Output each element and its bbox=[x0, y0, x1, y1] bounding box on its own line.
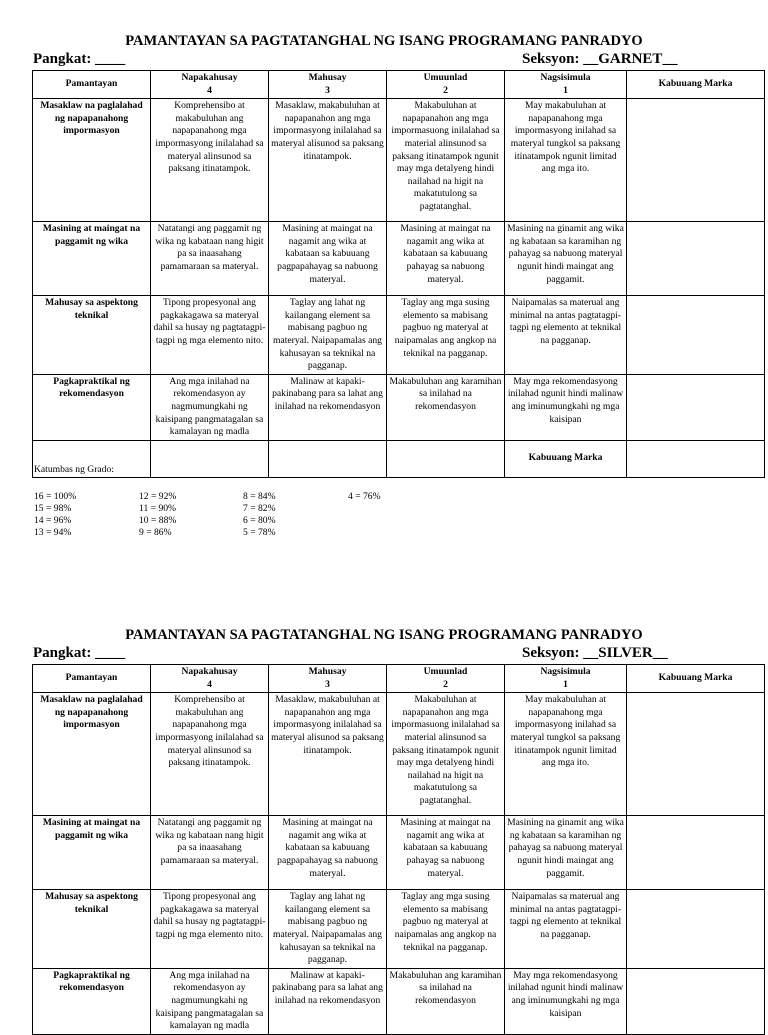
score-cell[interactable] bbox=[627, 296, 765, 375]
level-4-cell: Ang mga inilahad na rekomendasyon ay nagmumungkahi ng kaisipang pangmatagalan sa kamalayan ng madla bbox=[151, 968, 269, 1034]
table-row bbox=[33, 968, 765, 1034]
page-title: PAMANTAYAN SA PAGTATANGHAL NG ISANG PROGRAMANG PANRADYO bbox=[125, 627, 643, 643]
criterion-cell: Pagkapraktikal ng rekomendasyon bbox=[33, 968, 151, 1034]
criterion-cell: Masining at maingat na paggamit ng wika bbox=[33, 222, 151, 296]
grade-item: 9 = 86% bbox=[139, 527, 172, 538]
rubric-section-garnet bbox=[0, 32, 768, 538]
header-level-2-score: 2 bbox=[443, 678, 448, 690]
level-4-cell: Natatangi ang paggamit ng wika ng kabataan nang higit pa sa inaasahang pamamaraan sa materyal. bbox=[151, 816, 269, 890]
level-2-cell: Makabuluhan ang karamihan sa inilahad na rekomendasyon bbox=[387, 968, 505, 1034]
level-1-cell: May makabuluhan at napapanahong mga impormasyong inilahad sa materyal tungkol sa paksang itinatampok ngunit limitad ang mga ito. bbox=[505, 693, 627, 816]
table-header-row bbox=[33, 665, 765, 693]
level-1-cell: Naipamalas sa materual ang minimal na antas pagtatagpi-tagpi ng elemento at teknikal na pagganap. bbox=[505, 296, 627, 375]
table-row bbox=[33, 816, 765, 890]
total-label: Kabuuang Marka bbox=[505, 440, 627, 477]
rubric-table bbox=[32, 664, 765, 1035]
grade-item: 14 = 96% bbox=[34, 515, 72, 526]
header-level-3-label: Mahusay bbox=[308, 72, 347, 83]
level-2-cell: Masining at maingat na nagamit ang wika at kabataan sa kabuuang pahayag sa nabuong materyal. bbox=[387, 222, 505, 296]
total-score-cell[interactable] bbox=[627, 440, 765, 477]
grade-item: 10 = 88% bbox=[139, 515, 177, 526]
header-level-3-score: 3 bbox=[325, 84, 330, 96]
score-cell[interactable] bbox=[627, 968, 765, 1034]
header-level-4-score: 4 bbox=[207, 84, 212, 96]
header-criteria: Pamantayan bbox=[33, 665, 151, 693]
level-1-cell: May makabuluhan at napapanahong mga impormasyong inilahad sa materyal tungkol sa paksang itinatampok ngunit limitad ang mga ito. bbox=[505, 99, 627, 222]
level-4-cell: Natatangi ang paggamit ng wika ng kabataan nang higit pa sa inaasahang pamamaraan sa materyal. bbox=[151, 222, 269, 296]
level-3-cell: Malinaw at kapaki-pakinabang para sa lahat ang inilahad na rekomendasyon bbox=[269, 374, 387, 440]
header-criteria: Pamantayan bbox=[33, 71, 151, 99]
table-row bbox=[33, 296, 765, 375]
score-cell[interactable] bbox=[627, 222, 765, 296]
level-2-cell: Makabuluhan ang karamihan sa inilahad na rekomendasyon bbox=[387, 374, 505, 440]
header-level-1-label: Nagsisimula bbox=[540, 666, 591, 677]
level-4-cell: Komprehensibo at makabuluhan ang napapanahong mga impormasyong inilalahad sa materyal alinsunod sa paksang itinatampok. bbox=[151, 693, 269, 816]
criterion-cell: Mahusay sa aspektong teknikal bbox=[33, 296, 151, 375]
level-3-cell: Masaklaw, makabuluhan at napapanahon ang mga impormasyong inilalahad sa materyal alisunod sa paksang itinatampok. bbox=[269, 99, 387, 222]
level-2-cell: Masining at maingat na nagamit ang wika at kabataan sa kabuuang pahayag sa nabuong materyal. bbox=[387, 816, 505, 890]
level-4-cell: Ang mga inilahad na rekomendasyon ay nagmumungkahi ng kaisipang pangmatagalan sa kamalayan ng madla bbox=[151, 374, 269, 440]
level-3-cell: Taglay ang lahat ng kailangang element sa mabisang pagbuo ng materyal. Naipapamalas ang kahusayan sa teknikal na pagganap. bbox=[269, 890, 387, 969]
score-cell[interactable] bbox=[627, 374, 765, 440]
seksyon-label: Seksyon: __SILVER__ bbox=[522, 645, 668, 661]
level-2-cell: Makabuluhan at napapanahon ang mga impormasuong inilalahad sa material alinsunod sa paksang itinatampok ngunit may mga detalyeng hindi nailahad na higit na makatutulong sa pagtatanghal. bbox=[387, 99, 505, 222]
empty-cell bbox=[269, 440, 387, 477]
criterion-cell: Masining at maingat na paggamit ng wika bbox=[33, 816, 151, 890]
grade-item: 12 = 92% bbox=[139, 491, 177, 502]
table-row bbox=[33, 222, 765, 296]
pangkat-label: Pangkat: ____ bbox=[33, 645, 126, 661]
grade-column-1 bbox=[34, 491, 76, 539]
level-1-cell: Naipamalas sa materual ang minimal na antas pagtatagpi-tagpi ng elemento at teknikal na pagganap. bbox=[505, 890, 627, 969]
level-3-cell: Masining at maingat na nagamit ang wika at kabataan sa kabuuang pagpapahayag sa nabuong materyal. bbox=[269, 816, 387, 890]
level-3-cell: Masaklaw, makabuluhan at napapanahon ang mga impormasyong inilalahad sa materyal alisunod sa paksang itinatampok. bbox=[269, 693, 387, 816]
pangkat-label: Pangkat: ____ bbox=[33, 51, 126, 67]
section-header bbox=[0, 644, 768, 664]
total-row bbox=[33, 440, 765, 477]
grade-title: Katumbas ng Grado: bbox=[34, 464, 114, 475]
header-level-1-score: 1 bbox=[563, 84, 568, 96]
criterion-cell: Masaklaw na paglalahad ng napapanahong impormasyon bbox=[33, 99, 151, 222]
grade-column-3 bbox=[243, 491, 276, 539]
header-level-4 bbox=[151, 71, 269, 99]
table-row bbox=[33, 693, 765, 816]
grade-item: 13 = 94% bbox=[34, 527, 72, 538]
level-1-cell: May mga rekomendasyong inilahad ngunit hindi malinaw ang iminumungkahi ng mga kaisipan bbox=[505, 968, 627, 1034]
score-cell[interactable] bbox=[627, 890, 765, 969]
header-level-2 bbox=[387, 665, 505, 693]
level-4-cell: Komprehensibo at makabuluhan ang napapanahong mga impormasyong inilalahad sa materyal alinsunod sa paksang itinatampok. bbox=[151, 99, 269, 222]
level-3-cell: Taglay ang lahat ng kailangang element sa mabisang pagbuo ng materyal. Naipapamalas ang kahusayan sa teknikal na pagganap. bbox=[269, 296, 387, 375]
header-level-2-label: Umuunlad bbox=[423, 666, 468, 677]
grade-item: 4 = 76% bbox=[348, 491, 381, 502]
header-level-1-score: 1 bbox=[563, 678, 568, 690]
grade-item: 6 = 80% bbox=[243, 515, 276, 526]
header-level-3 bbox=[269, 71, 387, 99]
grade-item: 11 = 90% bbox=[139, 503, 177, 514]
empty-cell bbox=[387, 440, 505, 477]
page-title: PAMANTAYAN SA PAGTATANGHAL NG ISANG PROGRAMANG PANRADYO bbox=[125, 33, 643, 49]
header-level-3 bbox=[269, 665, 387, 693]
header-level-3-score: 3 bbox=[325, 678, 330, 690]
grade-item: 8 = 84% bbox=[243, 491, 276, 502]
header-level-2-score: 2 bbox=[443, 84, 448, 96]
header-level-2 bbox=[387, 71, 505, 99]
table-row bbox=[33, 99, 765, 222]
header-level-1 bbox=[505, 71, 627, 99]
rubric-section-silver bbox=[0, 626, 768, 1032]
section-header bbox=[0, 50, 768, 70]
header-level-4-label: Napakahusay bbox=[181, 666, 238, 677]
level-1-cell: Masining na ginamit ang wika ng kabataan sa karamihan ng pahayag sa nabuong materyal ngunit hindi maingat ang paggamit. bbox=[505, 222, 627, 296]
level-1-cell: Masining na ginamit ang wika ng kabataan sa karamihan ng pahayag sa nabuong materyal ngunit hindi maingat ang paggamit. bbox=[505, 816, 627, 890]
level-1-cell: May mga rekomendasyong inilahad ngunit hindi malinaw ang iminumungkahi ng mga kaisipan bbox=[505, 374, 627, 440]
level-2-cell: Taglay ang mga susing elemento sa mabisang pagbuo ng materyal at naipamalas ang angkop na teknikal na pagganap. bbox=[387, 890, 505, 969]
table-row bbox=[33, 374, 765, 440]
grade-item: 15 = 98% bbox=[34, 503, 72, 514]
criterion-cell: Pagkapraktikal ng rekomendasyon bbox=[33, 374, 151, 440]
level-2-cell: Taglay ang mga susing elemento sa mabisang pagbuo ng materyal at naipamalas ang angkop na teknikal na pagganap. bbox=[387, 296, 505, 375]
grade-item: 5 = 78% bbox=[243, 527, 276, 538]
score-cell[interactable] bbox=[627, 816, 765, 890]
level-3-cell: Malinaw at kapaki-pakinabang para sa lahat ang inilahad na rekomendasyon bbox=[269, 968, 387, 1034]
header-total: Kabuuang Marka bbox=[627, 665, 765, 693]
seksyon-label: Seksyon: __GARNET__ bbox=[522, 51, 678, 67]
header-level-3-label: Mahusay bbox=[308, 666, 347, 677]
grade-item: 16 = 100% bbox=[34, 491, 77, 502]
level-2-cell: Makabuluhan at napapanahon ang mga impormasuong inilalahad sa material alinsunod sa paksang itinatampok ngunit may mga detalyeng hindi nailahad na higit na makatutulong sa pagtatanghal. bbox=[387, 693, 505, 816]
grade-column-2 bbox=[139, 491, 176, 539]
header-level-4 bbox=[151, 665, 269, 693]
level-4-cell: Tipong propesyonal ang pagkakagawa sa materyal dahil sa husay ng pagtatagpi-tagpi ng mga elemento nito. bbox=[151, 296, 269, 375]
table-row bbox=[33, 890, 765, 969]
header-level-4-score: 4 bbox=[207, 678, 212, 690]
header-level-2-label: Umuunlad bbox=[423, 72, 468, 83]
score-cell[interactable] bbox=[627, 693, 765, 816]
header-level-1 bbox=[505, 665, 627, 693]
criterion-cell: Mahusay sa aspektong teknikal bbox=[33, 890, 151, 969]
grade-column-4 bbox=[348, 491, 381, 503]
grade-item: 7 = 82% bbox=[243, 503, 276, 514]
level-4-cell: Tipong propesyonal ang pagkakagawa sa materyal dahil sa husay ng pagtatagpi-tagpi ng mga elemento nito. bbox=[151, 890, 269, 969]
table-header-row bbox=[33, 71, 765, 99]
level-3-cell: Masining at maingat na nagamit ang wika at kabataan sa kabuuang pagpapahayag sa nabuong materyal. bbox=[269, 222, 387, 296]
header-total: Kabuuang Marka bbox=[627, 71, 765, 99]
criterion-cell: Masaklaw na paglalahad ng napapanahong impormasyon bbox=[33, 693, 151, 816]
empty-cell bbox=[151, 440, 269, 477]
header-level-1-label: Nagsisimula bbox=[540, 72, 591, 83]
header-level-4-label: Napakahusay bbox=[181, 72, 238, 83]
score-cell[interactable] bbox=[627, 99, 765, 222]
rubric-table bbox=[32, 70, 765, 478]
